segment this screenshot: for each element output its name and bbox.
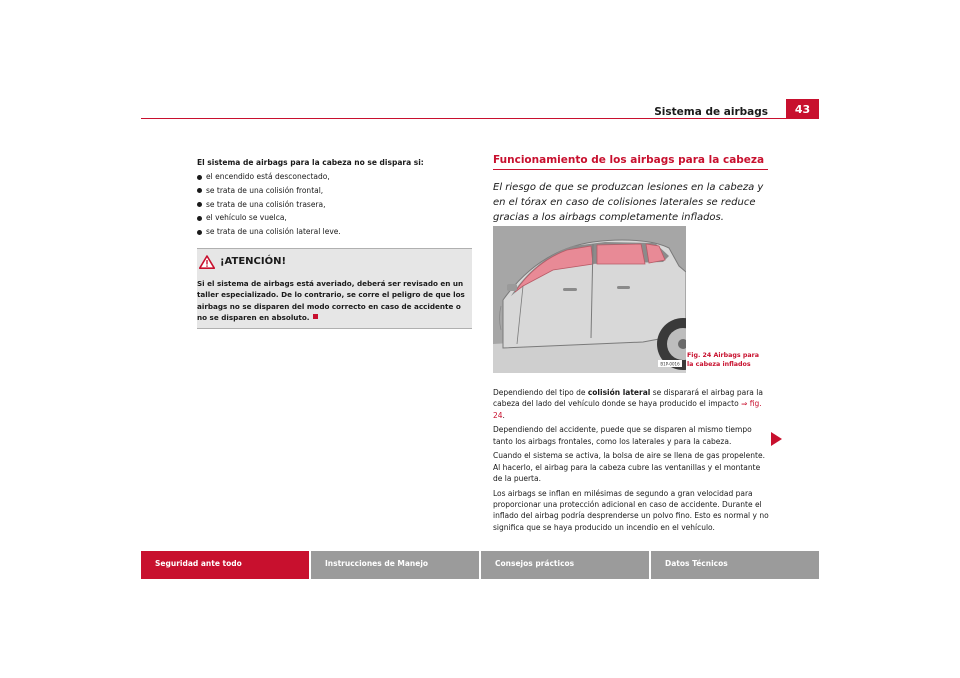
tab-datos[interactable]: Datos Técnicos xyxy=(649,551,819,579)
warning-box xyxy=(197,248,472,329)
intro-text: El riesgo de que se produzcan lesiones en la cabeza y en el tórax en caso de colisiones laterales se reduce gracias a los airbags completamente inflados. xyxy=(493,182,764,223)
footer-nav xyxy=(141,551,819,579)
warning-text: Si el sistema de airbags está averiado, deberá ser revisado en un taller especializado. De lo contrario, se corre el peligro de que los airbags no se disparen del modo correcto en caso de accidente o no se disparen en absoluto. xyxy=(197,278,465,323)
warning-header xyxy=(197,255,468,269)
next-page-arrow-icon[interactable] xyxy=(771,432,782,446)
rear-window-airbag-icon xyxy=(597,244,645,264)
page-number: 43 xyxy=(786,99,819,119)
rear-door-handle xyxy=(617,286,630,289)
tab-consejos[interactable]: Consejos prácticos xyxy=(479,551,649,579)
paragraph: Los airbags se inflan en milésimas de segundo a gran velocidad para proporcionar una protección adicional en caso de accidente. Durante el inflado del airbag podría desprenderse un polvo fino. Esto es normal y no significa que se haya producido un incendio en el vehículo. xyxy=(493,488,769,532)
paragraph: Cuando el sistema se activa, la bolsa de aire se llena de gas propelente. Al hacerlo, el airbag para la cabeza cubre las ventanillas y el montante de la puerta. xyxy=(493,451,765,484)
paragraph: Dependiendo del accidente, puede que se disparen al mismo tiempo tanto los airbags frontales, como los laterales y para la cabeza. xyxy=(493,425,752,446)
emphasis: colisión lateral xyxy=(587,388,651,397)
right-column xyxy=(493,154,768,225)
paragraph: Dependiendo del tipo de colisión lateral se disparará el airbag para la cabeza del lado del vehículo donde se haya producido el impacto ⇒ fig. 24. xyxy=(493,388,763,420)
end-of-section-icon xyxy=(313,314,318,319)
tab-instrucciones[interactable]: Instrucciones de Manejo xyxy=(309,551,479,579)
tab-seguridad[interactable]: Seguridad ante todo xyxy=(141,551,309,579)
warning-triangle-icon xyxy=(199,255,215,269)
list-item: el vehículo se vuelca, xyxy=(197,211,472,225)
running-header: Sistema de airbags xyxy=(654,106,768,118)
body-text xyxy=(493,387,770,537)
left-column xyxy=(197,157,472,329)
list-item: se trata de una colisión lateral leve. xyxy=(197,225,472,239)
figure-24 xyxy=(493,226,686,373)
condition-list xyxy=(197,170,472,239)
front-door-handle xyxy=(563,288,577,291)
figure-caption: Fig. 24 Airbags para la cabeza inflados xyxy=(687,352,759,368)
warning-title: ¡ATENCIÓN! xyxy=(220,256,287,268)
side-mirror xyxy=(507,284,517,291)
car-side-illustration xyxy=(493,226,686,373)
header-divider xyxy=(141,118,819,119)
list-item: el encendido está desconectado, xyxy=(197,170,472,184)
lead-sentence: El sistema de airbags para la cabeza no se dispara si: xyxy=(197,158,424,167)
list-item: se trata de una colisión trasera, xyxy=(197,198,472,212)
figure-code: B1P-0016 xyxy=(660,361,680,367)
list-item: se trata de una colisión frontal, xyxy=(197,184,472,198)
section-title: Funcionamiento de los airbags para la cabeza xyxy=(493,154,768,170)
figure-reference-link[interactable]: ⇒ fig. 24 xyxy=(493,399,762,420)
